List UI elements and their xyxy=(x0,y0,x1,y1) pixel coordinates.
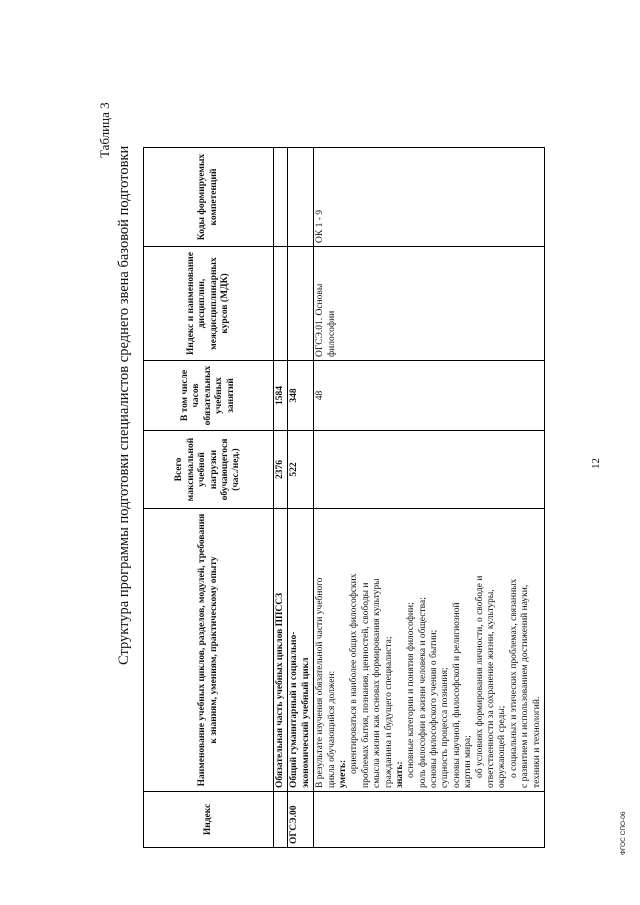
cycle-name-line: Общий гуманитарный и социально- xyxy=(289,631,300,788)
cell-index: ОГСЭ.00 xyxy=(288,792,314,848)
table-row-mandatory-part xyxy=(274,148,288,848)
table-row-course xyxy=(314,148,545,848)
knowledge-line: роль философии в жизни человека и общества; xyxy=(417,597,428,788)
knowledge-line: сущность процесса познания; xyxy=(440,667,451,788)
skill-line: смысла жизни как основах формирования культуры xyxy=(372,578,383,788)
knowledge-line: основы научной, философской и религиозной xyxy=(451,602,462,788)
knowledge-line: об условиях формирования личности, о свободе и xyxy=(474,575,485,778)
skill-line: ориентироваться в наиболее общих философских xyxy=(349,573,360,774)
cell-mandatory-hours: 348 xyxy=(288,361,314,431)
cell-max-load: 522 xyxy=(288,431,314,509)
table-row-cycle xyxy=(288,148,314,848)
table-label: Таблица 3 xyxy=(97,102,112,158)
cell-index xyxy=(314,792,545,848)
cell-index xyxy=(274,792,288,848)
header-index: Индекс xyxy=(144,792,274,848)
knowledge-line: с развитием и использованием достижений науки, xyxy=(520,584,531,788)
cell-competencies xyxy=(274,148,288,247)
cell-mandatory-hours: 48 xyxy=(314,361,545,431)
page-number: 12 xyxy=(590,458,602,469)
knowledge-line: основные категории и понятия философии; xyxy=(406,602,417,778)
header-discipline: Индекс и наименование дисциплин, междисциплинарных курсов (МДК) xyxy=(144,247,274,361)
table-header-row xyxy=(144,148,274,848)
cell-name xyxy=(288,509,314,792)
knowledge-line: окружающей среды; xyxy=(497,705,508,788)
cell-mandatory-hours: 1584 xyxy=(274,361,288,431)
knowledge-heading: знать: xyxy=(394,761,405,788)
skill-line: проблемах бытия, познания, ценностей, свободы и xyxy=(360,582,371,788)
cell-discipline xyxy=(314,247,545,361)
knowledge-line: основы философского учения о бытии; xyxy=(429,629,440,788)
knowledge-line: ответственности за сохранение жизни, культуры, xyxy=(486,589,497,788)
knowledge-line: о социальных и этических проблемах, связанных xyxy=(508,578,519,778)
cell-max-load: 2376 xyxy=(274,431,288,509)
cell-discipline xyxy=(288,247,314,361)
cell-competencies: ОК 1 - 9 xyxy=(314,148,545,247)
cell-competencies xyxy=(288,148,314,247)
skill-line: гражданина и будущего специалиста; xyxy=(383,636,394,788)
intro-line: В результате изучения обязательной части учебного xyxy=(315,577,326,788)
footer-label: ФГОС СПО-06 xyxy=(620,811,627,855)
skills-heading: уметь: xyxy=(337,759,348,788)
cell-name: Обязательная часть учебных циклов ППССЗ xyxy=(274,509,288,792)
header-mandatory-hours: В том числе часов обязательных учебных занятий xyxy=(144,361,274,431)
cell-max-load xyxy=(314,431,545,509)
cell-discipline xyxy=(274,247,288,361)
cycle-name-line: экономический учебный цикл xyxy=(300,657,311,788)
table-caption: Структура программы подготовки специалистов среднего звена базовой подготовки xyxy=(116,145,132,665)
discipline-line: ОГСЭ.01. Основы xyxy=(315,283,326,357)
curriculum-table xyxy=(143,147,545,848)
discipline-line: философии xyxy=(326,310,337,357)
intro-line: цикла обучающийся должен: xyxy=(326,670,337,788)
header-competencies: Коды формируемых компетенций xyxy=(144,148,274,247)
knowledge-line: картин мира; xyxy=(463,735,474,788)
header-name: Наименование учебных циклов, разделов, модулей, требования к знаниям, умениям, практическому опыту xyxy=(144,509,274,792)
cell-name xyxy=(314,509,545,792)
header-max-load: Всего максимальной учебной нагрузки обучающегося (час./нед.) xyxy=(144,431,274,509)
knowledge-line: техники и технологий. xyxy=(531,696,542,788)
